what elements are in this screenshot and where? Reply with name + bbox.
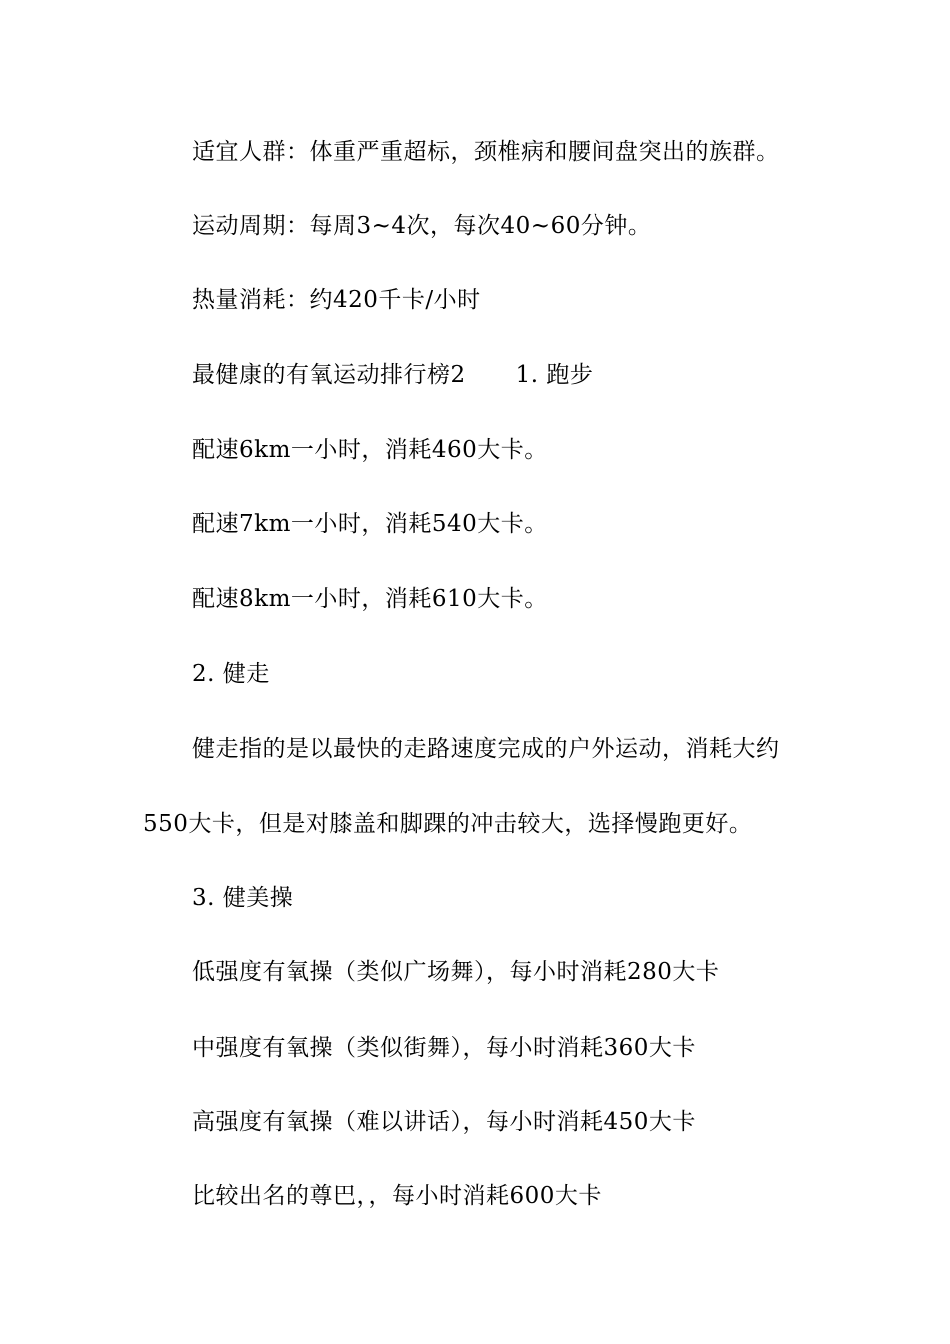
text-line-exercise-cycle: 运动周期：每周3~4次，每次40~60分钟。: [192, 213, 652, 239]
text-line-zumba: 比较出名的尊巴，，每小时消耗600大卡: [192, 1183, 602, 1209]
text-line-calorie-burn: 热量消耗：约420千卡/小时: [192, 287, 481, 313]
text-line-low-intensity: 低强度有氧操（类似广场舞），每小时消耗280大卡: [192, 959, 720, 985]
item-heading-brisk-walking: 2. 健走: [192, 661, 270, 687]
text-line-suitable-group: 适宜人群：体重严重超标，颈椎病和腰间盘突出的族群。: [192, 139, 780, 165]
text-line-pace-7km: 配速7km一小时，消耗540大卡。: [192, 511, 548, 537]
text-line-ranking-heading: [192, 360, 593, 390]
ranking-title: 最健康的有氧运动排行榜2: [192, 362, 466, 388]
text-line-medium-intensity: 中强度有氧操（类似街舞），每小时消耗360大卡: [192, 1035, 696, 1061]
text-line-high-intensity: 高强度有氧操（难以讲话），每小时消耗450大卡: [192, 1109, 696, 1135]
text-line-pace-6km: 配速6km一小时，消耗460大卡。: [192, 437, 548, 463]
text-line-pace-8km: 配速8km一小时，消耗610大卡。: [192, 586, 548, 612]
text-line-brisk-walking-1: 健走指的是以最快的走路速度完成的户外运动，消耗大约: [192, 736, 780, 762]
item-heading-aerobics: 3. 健美操: [192, 885, 294, 911]
item-heading-running: 1. 跑步: [515, 362, 594, 388]
text-line-brisk-walking-2: 550大卡，但是对膝盖和脚踝的冲击较大，选择慢跑更好。: [143, 811, 753, 837]
